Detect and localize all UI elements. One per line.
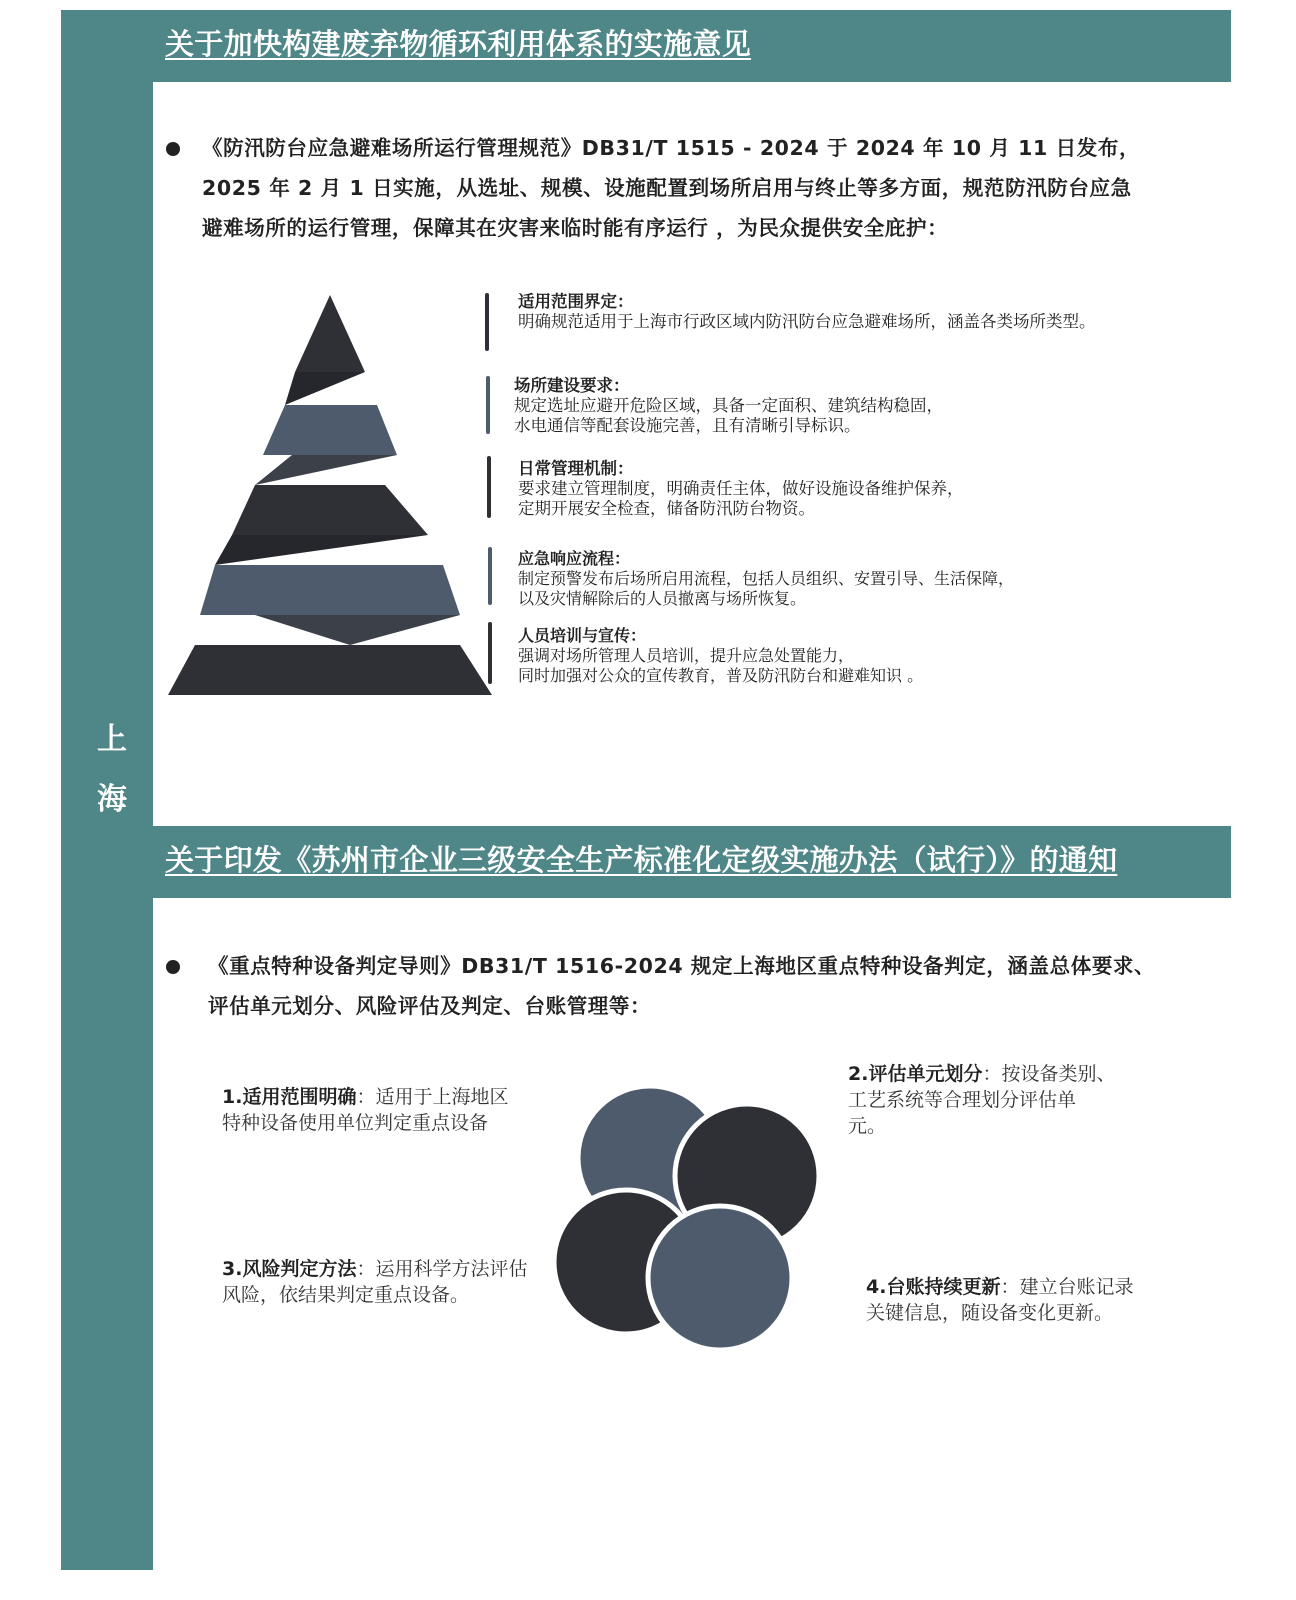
item-accent-bar <box>488 547 492 605</box>
circle-item-desc: ：运用科学方法评估 风险，依结果判定重点设备。 <box>222 1258 528 1306</box>
pyramid-ribbon <box>255 455 397 485</box>
item-accent-bar <box>485 293 489 351</box>
pyramid-graphic <box>160 290 500 700</box>
circle-item-title: 3.风险判定方法 <box>222 1258 357 1280</box>
interlocking-circles-graphic <box>550 1080 840 1370</box>
region-label-char-1: 上 <box>97 722 127 757</box>
item-accent-bar <box>488 622 492 684</box>
pyramid-item-title: 场所建设要求： <box>514 376 630 395</box>
circle-item-title: 1.适用范围明确 <box>222 1086 357 1108</box>
pyramid-item-title: 人员培训与宣传： <box>518 626 647 645</box>
pyramid-item-desc: 强调对场所管理人员培训，提升应急处置能力， 同时加强对公众的宣传教育，普及防汛防台和避难知识 。 <box>518 646 924 685</box>
intro-line: 评估单元划分、风险评估及判定、台账管理等： <box>208 994 652 1018</box>
pyramid-item-title: 应急响应流程： <box>518 549 631 568</box>
pyramid-layer <box>263 405 397 455</box>
circle-item <box>222 1256 552 1308</box>
pyramid-layer <box>232 485 428 535</box>
circle-item <box>866 1274 1166 1326</box>
pyramid-ribbon <box>215 535 428 565</box>
intro-line: 《重点特种设备判定导则》DB31/T 1516-2024 规定上海地区重点特种设备判定，涵盖总体要求、 <box>208 954 1156 978</box>
bullet-dot <box>166 142 180 156</box>
circle-item-desc: ：建立台账记录 关键信息，随设备变化更新。 <box>866 1276 1134 1324</box>
pyramid-item <box>518 626 923 686</box>
circle-item <box>848 1061 1148 1139</box>
pyramid-item <box>514 376 943 436</box>
pyramid-item-desc: 规定选址应避开危险区域，具备一定面积、建筑结构稳固， 水电通信等配套设施完善，且有清晰引导标识。 <box>514 396 943 435</box>
circle-item <box>222 1084 552 1136</box>
circle-shape <box>648 1206 792 1350</box>
section1-intro <box>202 128 1202 248</box>
item-accent-bar <box>486 376 490 434</box>
pyramid-base <box>168 645 492 695</box>
pyramid-layer <box>200 565 460 615</box>
bullet-dot <box>166 960 180 974</box>
intro-line: 《防汛防台应急避难场所运行管理规范》DB31/T 1515 - 2024 于 2024 年 10 月 11 日发布， <box>202 136 1141 160</box>
section2-title: 关于印发《苏州市企业三级安全生产标准化定级实施办法（试行）》的通知 <box>165 843 1118 877</box>
item-accent-bar <box>487 456 491 518</box>
section2-intro <box>208 946 1208 1026</box>
pyramid-item-title: 日常管理机制： <box>518 459 634 478</box>
pyramid-tip <box>295 295 365 372</box>
pyramid-item <box>518 549 1014 609</box>
pyramid-item <box>518 292 1096 332</box>
circle-item-title: 2.评估单元划分 <box>848 1063 983 1085</box>
pyramid-item-desc: 明确规范适用于上海市行政区域内防汛防台应急避难场所，涵盖各类场所类型。 <box>518 312 1096 331</box>
pyramid-item-desc: 要求建立管理制度，明确责任主体，做好设施设备维护保养， 定期开展安全检查，储备防汛防台物资。 <box>518 479 964 518</box>
circle-item-desc: ：按设备类别、 工艺系统等合理划分评估单 元。 <box>848 1063 1116 1137</box>
intro-line: 避难场所的运行管理，保障其在灾害来临时能有序运行 ，为民众提供安全庇护： <box>202 216 949 240</box>
circle-item-desc: ：适用于上海地区 特种设备使用单位判定重点设备 <box>222 1086 509 1134</box>
pyramid-item-desc: 制定预警发布后场所启用流程，包括人员组织、安置引导、生活保障， 以及灾情解除后的人员撤离与场所恢复。 <box>518 569 1015 608</box>
section1-title: 关于加快构建废弃物循环利用体系的实施意见 <box>165 27 752 61</box>
pyramid-ribbon <box>255 615 460 645</box>
circle-item-title: 4.台账持续更新 <box>866 1276 1001 1298</box>
pyramid-item <box>518 459 964 519</box>
pyramid-ribbon <box>285 372 365 405</box>
intro-line: 2025 年 2 月 1 日实施，从选址、规模、设施配置到场所启用与终止等多方面，规范防汛防台应急 <box>202 176 1132 200</box>
region-label-char-2: 海 <box>97 782 127 817</box>
pyramid-item-title: 适用范围界定： <box>518 292 634 311</box>
